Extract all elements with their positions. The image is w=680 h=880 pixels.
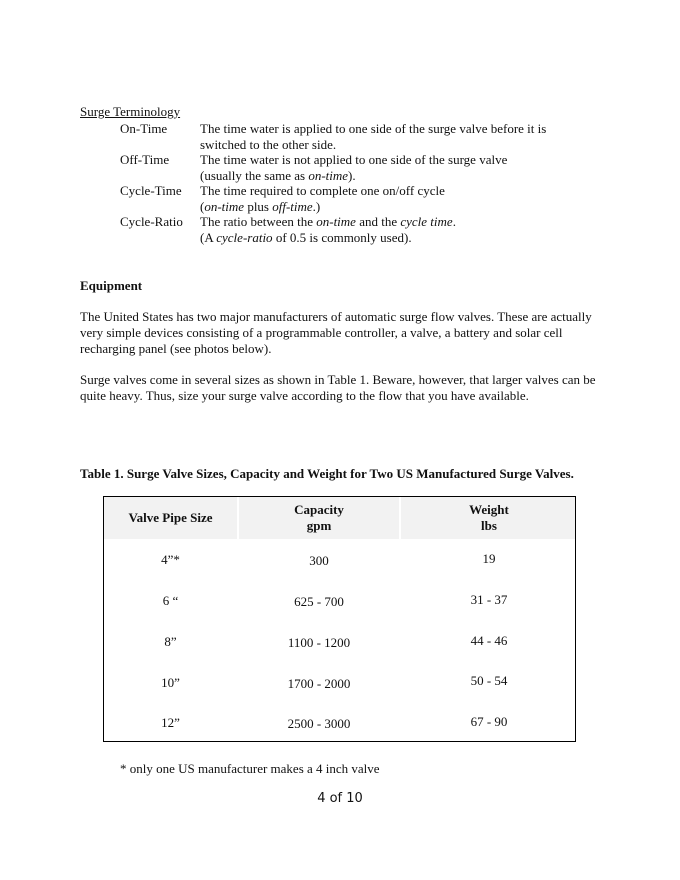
text-fragment: and the [355,214,401,229]
cell-size: 12” [161,715,180,730]
cell-capacity: 300 [309,553,329,568]
text-fragment: ( [200,199,205,214]
text-fragment: .) [312,199,321,214]
section-title-terminology: Surge Terminology [80,104,181,119]
definition-line [200,230,456,246]
definition-line: The time water is not applied to one side of the surge valve [200,152,508,167]
italic-term: off-time [272,199,313,214]
header-capacity [239,497,399,539]
header-valve-pipe-size: Valve Pipe Size [128,510,213,525]
term-cycle-time: Cycle-Time [120,183,182,198]
cell-weight: 44 - 46 [470,633,508,648]
cell-capacity: 1700 - 2000 [287,676,351,691]
definition-line: The time water is applied to one side of the surge valve before it is [200,121,547,136]
cell-weight: 50 - 54 [470,673,508,688]
definition-line [200,168,507,184]
cell-weight: 31 - 37 [470,592,508,607]
text-fragment: The ratio between the [200,214,317,229]
header-capacity-label: Capacity [294,502,344,517]
cell-capacity: 625 - 700 [294,594,344,609]
definition-off-time [200,152,507,184]
italic-term: cycle time [400,214,453,229]
text-fragment: of 0.5 is commonly used). [272,230,412,245]
header-weight-label: Weight [469,502,509,517]
italic-term: on-time [204,199,245,214]
header-weight-unit: lbs [481,518,497,533]
text-fragment: (A [200,230,217,245]
paragraph-valve-sizes: Surge valves come in several sizes as shown in Table 1. Beware, however, that larger valves can be quite heavy. Thus, size your surge valve according to the flow that you have available. [80,372,596,403]
definition-cycle-ratio [200,214,456,246]
text-fragment: ). [348,168,356,183]
cell-capacity: 2500 - 3000 [287,716,351,731]
italic-term: on-time [308,168,349,183]
definition-line [200,214,456,230]
italic-term: on-time [316,214,356,229]
cell-size: 4”* [161,552,180,567]
section-heading-equipment: Equipment [80,278,143,293]
text-fragment: plus [244,199,273,214]
definition-line: The time required to complete one on/off cycle [200,183,445,198]
table-header-row [104,497,575,539]
cell-weight: 67 - 90 [470,714,508,729]
table-caption: Table 1. Surge Valve Sizes, Capacity and Weight for Two US Manufactured Surge Valves. [80,466,574,481]
cell-weight: 19 [482,551,496,566]
cell-capacity: 1100 - 1200 [287,635,351,650]
valve-table [103,496,576,742]
definition-line: switched to the other side. [200,137,337,152]
cell-size: 8” [164,634,177,649]
term-cycle-ratio: Cycle-Ratio [120,214,183,229]
term-on-time: On-Time [120,121,168,136]
definition-on-time [200,121,546,153]
italic-term: cycle-ratio [216,230,273,245]
definition-line [200,199,445,215]
cell-size: 10” [161,675,180,690]
term-off-time: Off-Time [120,152,170,167]
page-number: 4 of 10 [317,791,363,806]
header-capacity-unit: gpm [306,518,332,533]
table-footnote: * only one US manufacturer makes a 4 inch valve [120,761,380,776]
text-fragment: (usually the same as [200,168,309,183]
definition-cycle-time [200,183,445,215]
header-weight [401,497,577,539]
text-fragment: . [452,214,456,229]
cell-size: 6 “ [162,593,179,608]
paragraph-manufacturers: The United States has two major manufacturers of automatic surge flow valves. These are actually very simple devices consisting of a programmable controller, a valve, a battery and solar cell recharging panel (see photos below). [80,309,592,356]
